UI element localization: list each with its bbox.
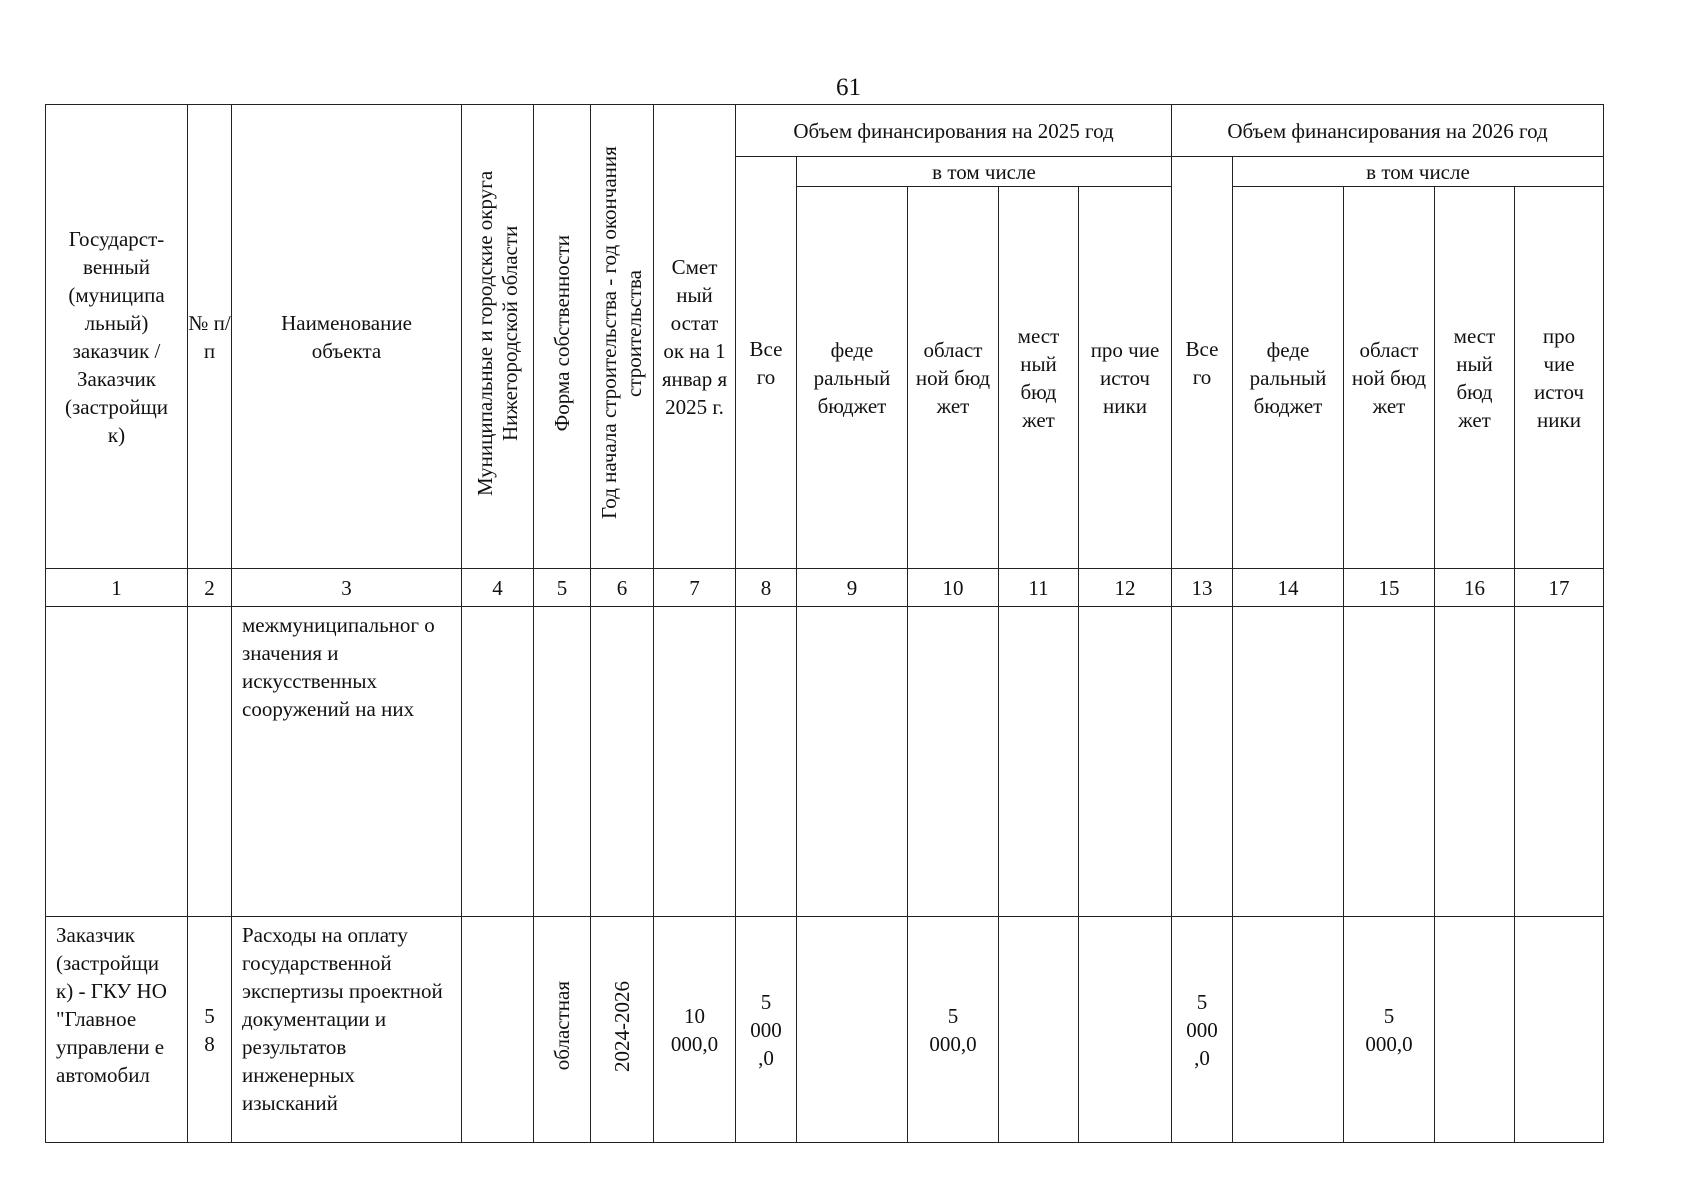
federal-2025-cell <box>797 917 908 1143</box>
page-number: 61 <box>836 74 861 101</box>
local-2026-cell <box>1435 917 1515 1143</box>
column-number: 2 <box>188 569 232 607</box>
header-object-name: Наименование объекта <box>232 105 462 569</box>
row-number-cell: 5 8 <box>188 917 232 1143</box>
column-number: 3 <box>232 569 462 607</box>
header-total-2026: Все го <box>1172 157 1233 569</box>
header-ownership: Форма собственности <box>534 105 591 569</box>
header-other-2026: про чие источ ники <box>1515 187 1604 569</box>
cell-empty <box>797 607 908 917</box>
ownership-cell: областная <box>534 917 591 1143</box>
header-local-2025: мест ный бюд жет <box>999 187 1079 569</box>
header-estimate: Смет ный остат ок на 1 январ я 2025 г. <box>654 105 736 569</box>
header-including-2025: в том числе <box>797 157 1172 187</box>
object-name-cell: межмуниципальног о значения и искусственных сооружений на них <box>232 607 462 917</box>
header-local-2026: мест ный бюд жет <box>1435 187 1515 569</box>
cell-empty <box>1079 607 1172 917</box>
regional-2025-cell: 5 000,0 <box>908 917 999 1143</box>
cell-empty <box>46 607 188 917</box>
municipality-cell <box>462 917 534 1143</box>
other-2026-cell <box>1515 917 1604 1143</box>
cell-empty <box>534 607 591 917</box>
column-number: 17 <box>1515 569 1604 607</box>
column-number: 9 <box>797 569 908 607</box>
total-2025-cell: 5 000 ,0 <box>736 917 797 1143</box>
table-row <box>46 917 1604 1143</box>
header-including-2026: в том числе <box>1233 157 1604 187</box>
header-federal-2026: феде ральный бюджет <box>1233 187 1344 569</box>
total-2026-cell: 5 000 ,0 <box>1172 917 1233 1143</box>
column-number-row <box>46 569 1604 607</box>
local-2025-cell <box>999 917 1079 1143</box>
header-funding-2025: Объем финансирования на 2025 год <box>736 105 1172 157</box>
column-number: 1 <box>46 569 188 607</box>
other-2025-cell <box>1079 917 1172 1143</box>
column-number: 6 <box>591 569 654 607</box>
header-customer: Государст-венный (муниципа льный) заказчик / Заказчик (застройщи к) <box>46 105 188 569</box>
column-number: 4 <box>462 569 534 607</box>
header-regional-2026: област ной бюд жет <box>1344 187 1435 569</box>
cell-empty <box>1233 607 1344 917</box>
column-number: 8 <box>736 569 797 607</box>
years-cell: 2024-2026 <box>591 917 654 1143</box>
column-number: 16 <box>1435 569 1515 607</box>
cell-empty <box>1515 607 1604 917</box>
financing-table <box>45 104 1604 1143</box>
column-number: 12 <box>1079 569 1172 607</box>
federal-2026-cell <box>1233 917 1344 1143</box>
cell-empty <box>1172 607 1233 917</box>
header-total-2025: Все го <box>736 157 797 569</box>
header-num: № п/ п <box>188 105 232 569</box>
header-federal-2025: феде ральный бюджет <box>797 187 908 569</box>
cell-empty <box>462 607 534 917</box>
column-number: 15 <box>1344 569 1435 607</box>
regional-2026-cell: 5 000,0 <box>1344 917 1435 1143</box>
estimate-cell: 10 000,0 <box>654 917 736 1143</box>
cell-empty <box>1344 607 1435 917</box>
cell-empty <box>591 607 654 917</box>
cell-empty <box>908 607 999 917</box>
object-name-cell: Расходы на оплату государственной экспертизы проектной документации и результатов инженерных изысканий <box>232 917 462 1143</box>
header-municipalities: Муниципальные и городские округа Нижегородской области <box>462 105 534 569</box>
column-number: 13 <box>1172 569 1233 607</box>
column-number: 7 <box>654 569 736 607</box>
cell-empty <box>188 607 232 917</box>
cell-empty <box>654 607 736 917</box>
cell-empty <box>736 607 797 917</box>
header-years: Год начала строительства - год окончания строительства <box>591 105 654 569</box>
column-number: 11 <box>999 569 1079 607</box>
table-row <box>46 607 1604 917</box>
cell-empty <box>999 607 1079 917</box>
header-funding-2026: Объем финансирования на 2026 год <box>1172 105 1604 157</box>
header-other-2025: про чие источ ники <box>1079 187 1172 569</box>
cell-empty <box>1435 607 1515 917</box>
header-regional-2025: област ной бюд жет <box>908 187 999 569</box>
customer-cell: Заказчик (застройщи к) - ГКУ НО "Главное управлени е автомобил <box>46 917 188 1143</box>
column-number: 5 <box>534 569 591 607</box>
column-number: 14 <box>1233 569 1344 607</box>
column-number: 10 <box>908 569 999 607</box>
